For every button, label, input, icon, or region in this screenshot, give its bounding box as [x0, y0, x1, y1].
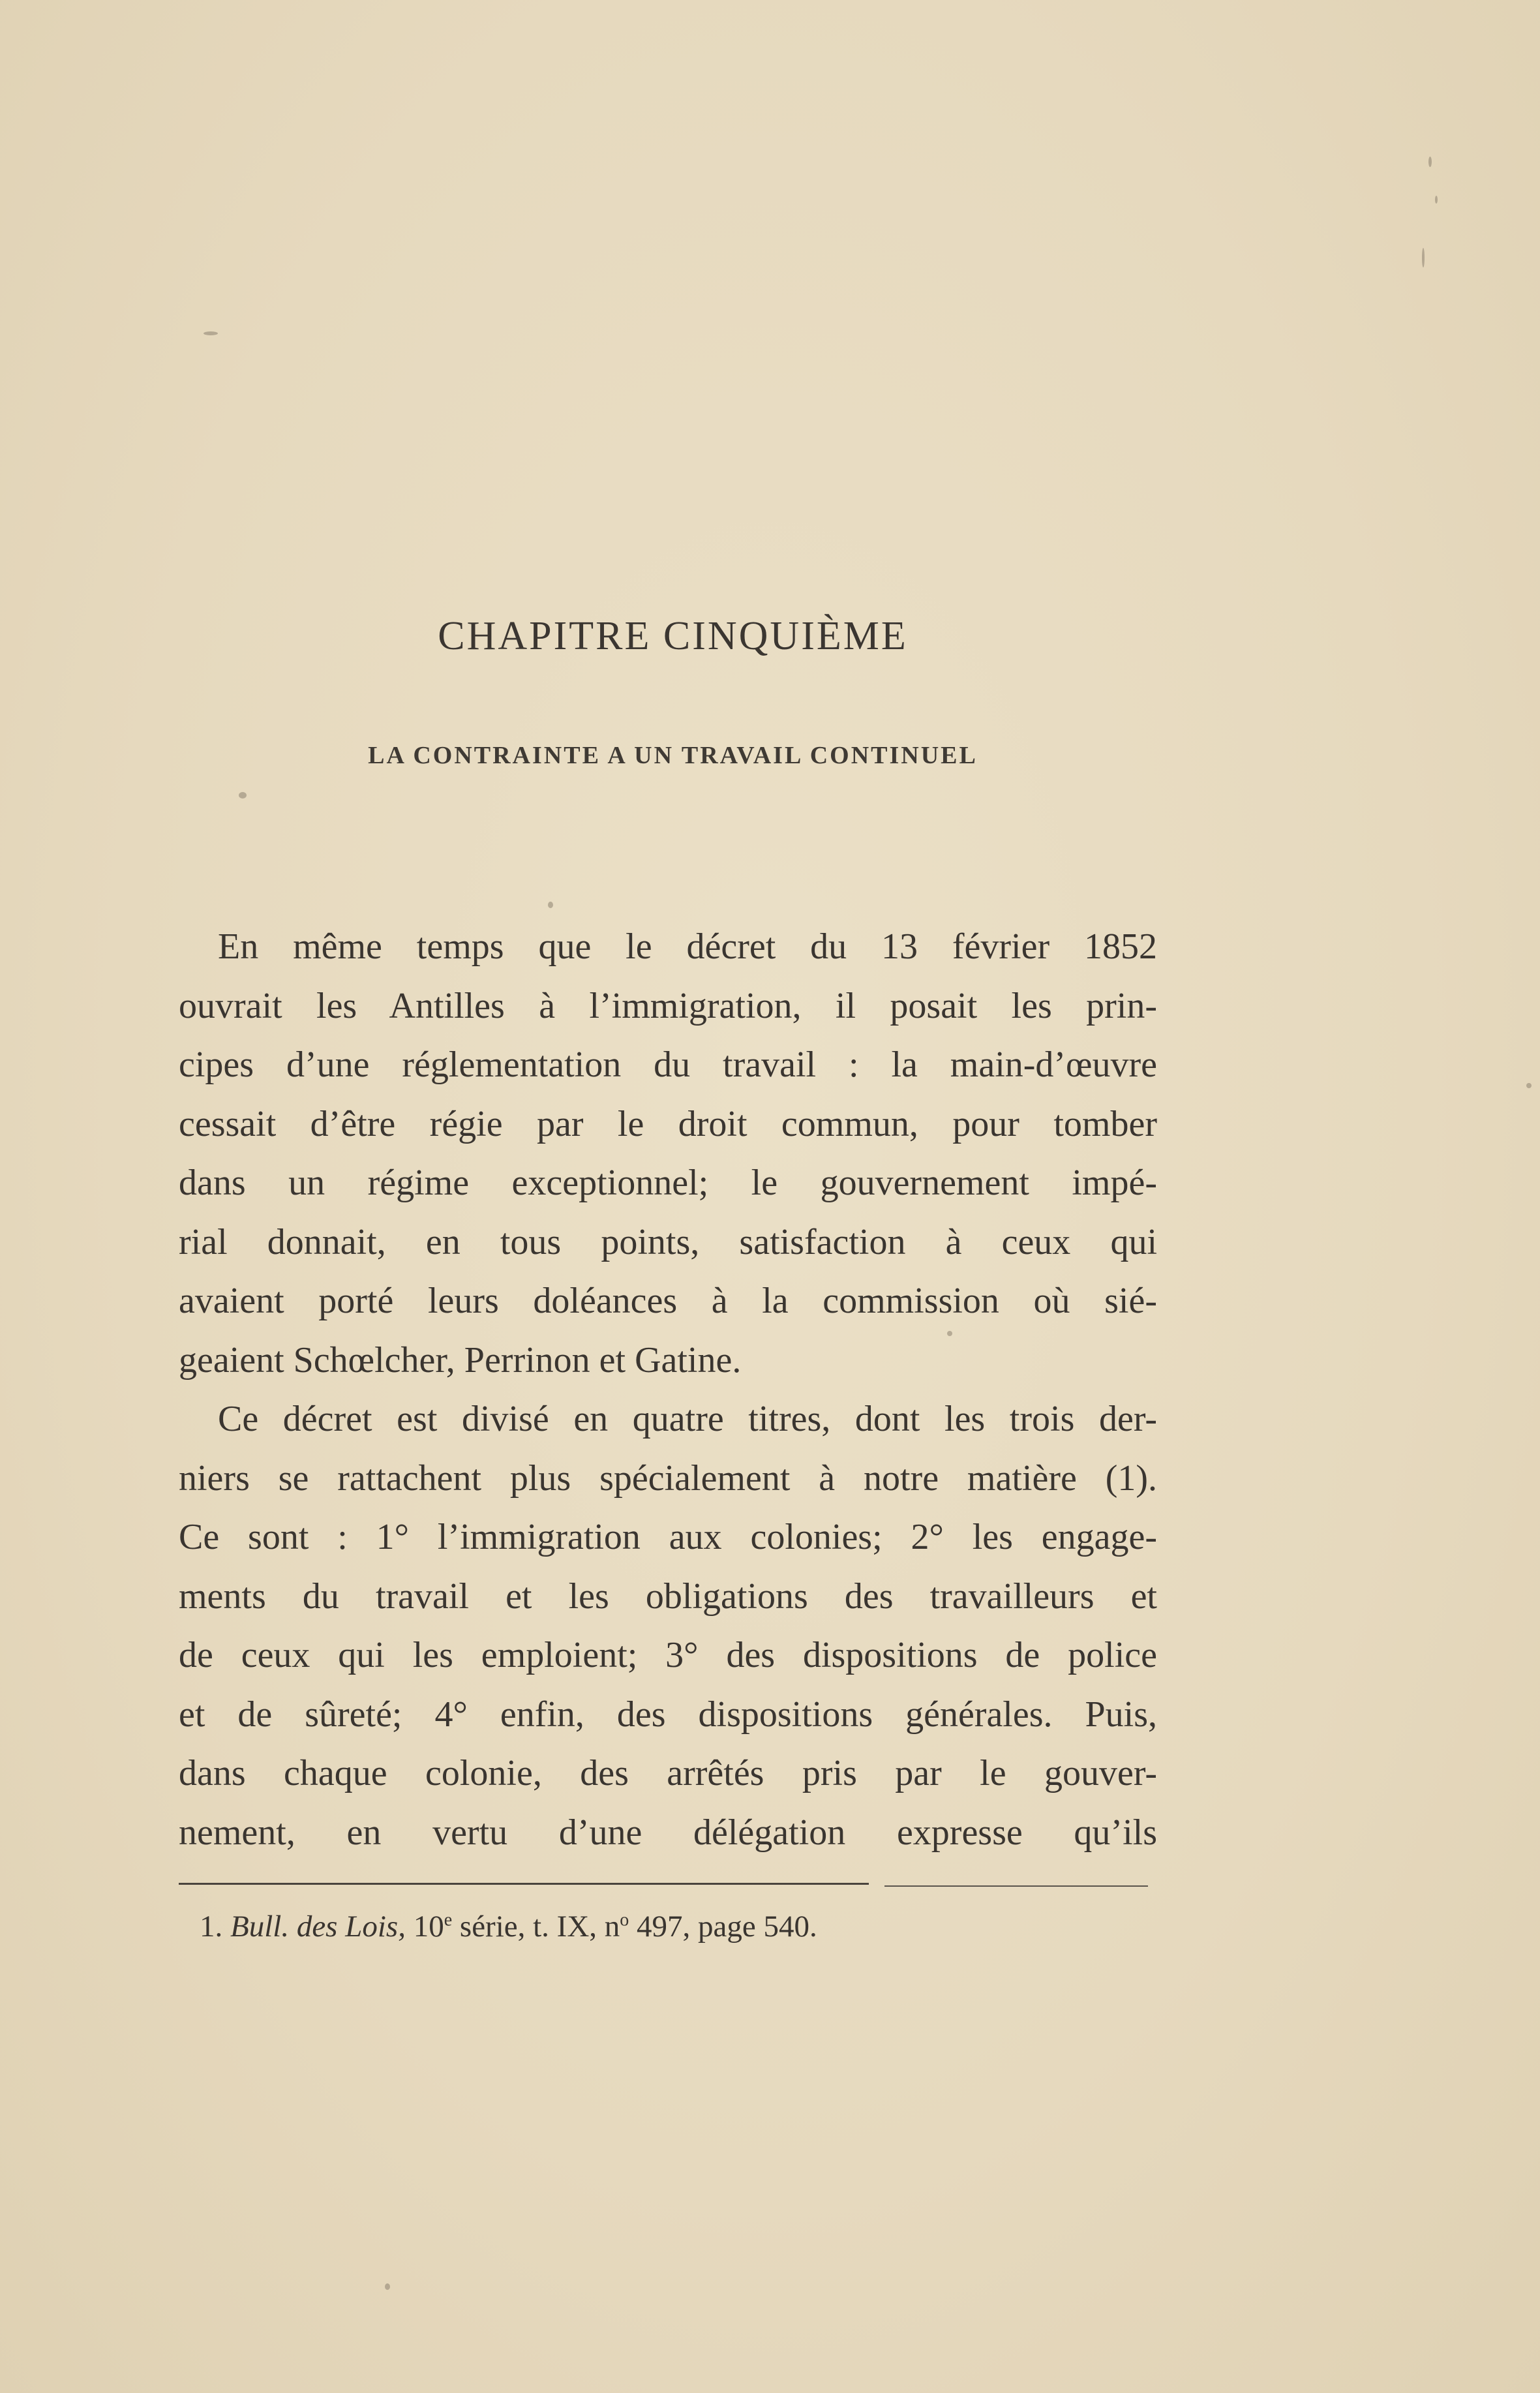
paper-speck	[385, 2283, 390, 2290]
text-line: nement, en vertu d’une délégation expresse qu’ils	[179, 1812, 1157, 1853]
footnote-rule-right	[884, 1885, 1148, 1887]
body-paragraphs	[179, 917, 1157, 1862]
chapter-subtitle: LA CONTRAINTE A UN TRAVAIL CONTINUEL	[368, 742, 978, 769]
text-line: ouvrait les Antilles à l’immigration, il posait les prin-	[179, 985, 1157, 1026]
text-line: ments du travail et les obligations des travailleurs et	[179, 1576, 1157, 1617]
text-line: Ce décret est divisé en quatre titres, dont les trois der-	[218, 1399, 1157, 1439]
text-line: cipes d’une réglementation du travail : la main-d’œuvre	[179, 1044, 1157, 1085]
paper-speck	[1422, 248, 1425, 267]
text-line: cessait d’être régie par le droit commun, pour tomber	[179, 1103, 1157, 1144]
footnote-rule	[179, 1883, 869, 1885]
text-line: geaient Schœlcher, Perrinon et Gatine.	[179, 1339, 742, 1380]
paper-speck	[204, 331, 218, 335]
footnote-no-sup: o	[620, 1910, 629, 1930]
footnote-series-num: 10	[413, 1910, 444, 1943]
footnote-rest-a: série, t. IX, n	[459, 1910, 620, 1943]
text-line: Ce sont : 1° l’immigration aux colonies; 2° les engage-	[179, 1517, 1157, 1557]
text-line: de ceux qui les emploient; 3° des dispositions de police	[179, 1635, 1157, 1675]
text-line: dans chaque colonie, des arrêtés pris par le gouver-	[179, 1753, 1157, 1793]
footnote	[200, 1909, 817, 1944]
text-line: niers se rattachent plus spécialement à notre matière (1).	[179, 1457, 1157, 1499]
paper-speck	[1428, 157, 1432, 167]
paper-speck	[548, 902, 553, 908]
footnote-number: 1.	[200, 1910, 223, 1943]
text-line: avaient porté leurs doléances à la commission où sié-	[179, 1281, 1157, 1321]
footnote-rest-b: 497, page 540.	[637, 1910, 817, 1943]
chapter-title: CHAPITRE CINQUIÈME	[438, 614, 908, 658]
paper-speck	[239, 792, 247, 799]
text-line: rial donnait, en tous points, satisfaction à ceux qui	[179, 1221, 1157, 1262]
footnote-series-sup: e	[444, 1910, 453, 1930]
paper-speck	[1435, 196, 1438, 204]
text-line: dans un régime exceptionnel; le gouvernement impé-	[179, 1163, 1157, 1203]
text-line: et de sûreté; 4° enfin, des dispositions générales. Puis,	[179, 1694, 1157, 1735]
paper-speck	[1526, 1083, 1532, 1088]
text-line: En même temps que le décret du 13 février 1852	[218, 926, 1157, 967]
footnote-source: Bull. des Lois,	[230, 1910, 406, 1943]
